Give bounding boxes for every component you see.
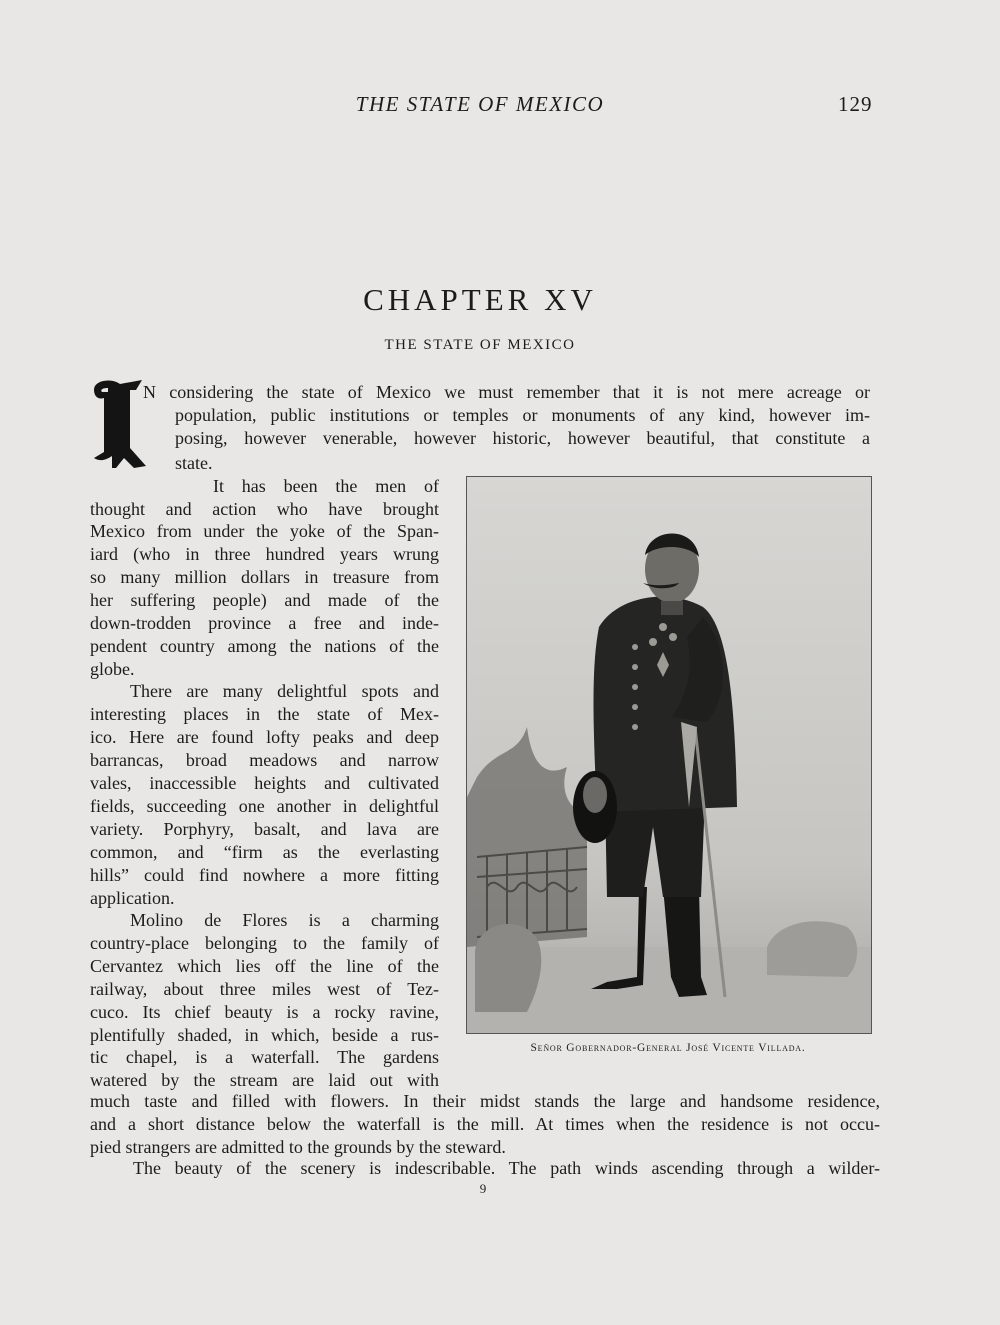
chapter-subtitle: THE STATE OF MEXICO bbox=[384, 337, 576, 353]
text-line: tic chapel, is a waterfall. The gardens bbox=[90, 1047, 439, 1067]
dropcap-ornament bbox=[86, 378, 150, 472]
text-line: country-place belonging to the family of bbox=[90, 933, 439, 953]
text-line: globe. bbox=[90, 659, 135, 679]
text-line: hills” could find nowhere a more fitting bbox=[90, 865, 439, 885]
text-line: fields, succeeding one another in delightful bbox=[90, 796, 439, 816]
text-line: population, public institutions or temples or monuments of any kind, however im- bbox=[175, 405, 870, 425]
text-line: railway, about three miles west of Tez- bbox=[90, 979, 439, 999]
text-line: Cervantez which lies off the line of the bbox=[90, 956, 439, 976]
text-line: posing, however venerable, however historic, however beautiful, that constitute a bbox=[175, 428, 870, 448]
text-line: state. bbox=[175, 453, 213, 473]
general-portrait-icon bbox=[467, 477, 871, 1033]
text-line: pendent country among the nations of the bbox=[90, 636, 439, 656]
text-line: interesting places in the state of Mex- bbox=[90, 704, 439, 724]
page-number: 129 bbox=[838, 92, 873, 116]
text-line: iard (who in three hundred years wrung bbox=[90, 544, 439, 564]
text-line: plentifully shaded, in which, beside a rus- bbox=[90, 1025, 439, 1045]
text-line: The beauty of the scenery is indescribable. The path winds ascending through a wilder- bbox=[133, 1158, 880, 1178]
text-line: her suffering people) and made of the bbox=[90, 590, 439, 610]
text-line: ico. Here are found lofty peaks and deep bbox=[90, 727, 439, 747]
text-line: pied strangers are admitted to the grounds by the steward. bbox=[90, 1137, 506, 1157]
text-line: much taste and filled with flowers. In their midst stands the large and handsome residence, bbox=[90, 1091, 880, 1111]
dropcap-letter bbox=[86, 378, 150, 472]
text-line: It has been the men of bbox=[213, 476, 439, 496]
chapter-title: CHAPTER XV bbox=[363, 282, 597, 317]
text-line: barrancas, broad meadows and narrow bbox=[90, 750, 439, 770]
text-line: There are many delightful spots and bbox=[130, 681, 439, 701]
text-line: N considering the state of Mexico we must remember that it is not mere acreage or bbox=[143, 382, 870, 402]
text-line: application. bbox=[90, 888, 175, 908]
text-line: so many million dollars in treasure from bbox=[90, 567, 439, 587]
text-line: vales, inaccessible heights and cultivated bbox=[90, 773, 439, 793]
text-line: common, and “firm as the everlasting bbox=[90, 842, 439, 862]
text-line: Mexico from under the yoke of the Span- bbox=[90, 521, 439, 541]
text-line: variety. Porphyry, basalt, and lava are bbox=[90, 819, 439, 839]
running-head: THE STATE OF MEXICO bbox=[355, 92, 605, 116]
portrait-photograph bbox=[466, 476, 872, 1034]
text-line: watered by the stream are laid out with bbox=[90, 1070, 439, 1090]
text-line: cuco. Its chief beauty is a rocky ravine, bbox=[90, 1002, 439, 1022]
text-line: thought and action who have brought bbox=[90, 499, 439, 519]
folio-signature: 9 bbox=[479, 1181, 487, 1196]
text-line: Molino de Flores is a charming bbox=[130, 910, 439, 930]
text-line: down-trodden province a free and inde- bbox=[90, 613, 439, 633]
photo-caption: Señor Gobernador-General José Vicente Villada. bbox=[530, 1042, 806, 1054]
text-line: and a short distance below the waterfall is the mill. At times when the residence is not occu- bbox=[90, 1114, 880, 1134]
